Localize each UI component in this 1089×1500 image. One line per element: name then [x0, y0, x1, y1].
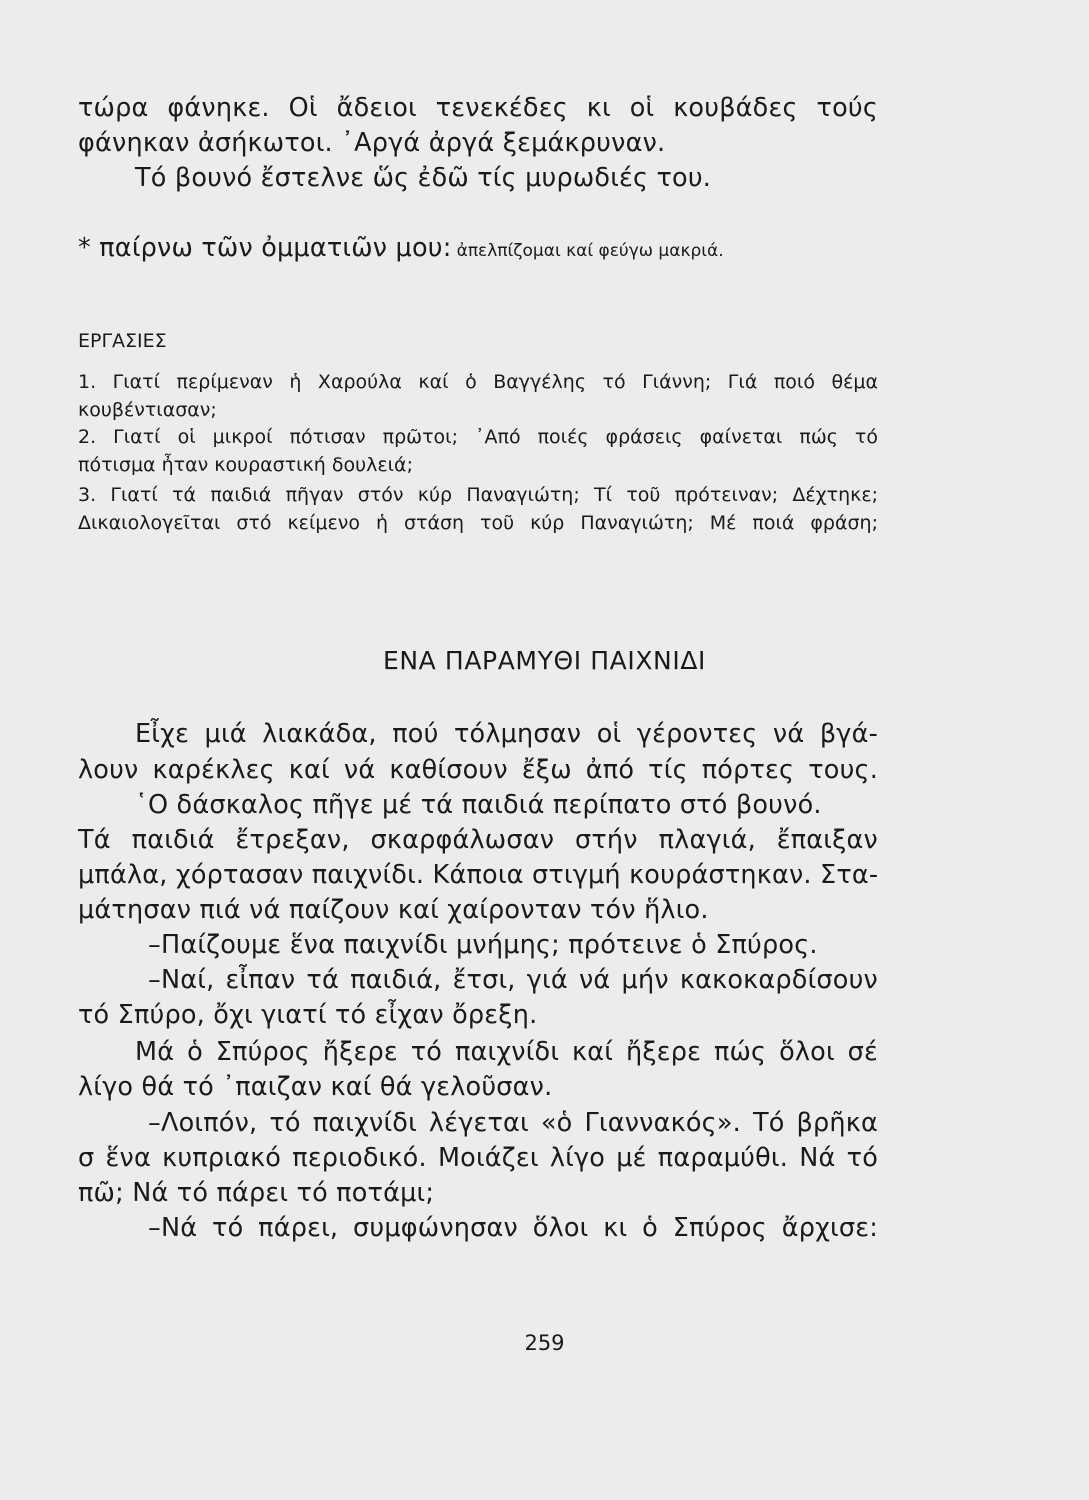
story-line: σ ἕνα κυπριακό περιοδικό. Μοιάζει λίγο μέ παραμύθι. Νά τό [78, 1143, 878, 1173]
exercise-line: 2. Γιατί οἱ μικροί πότισαν πρῶτοι; ᾿Από ποιές φράσεις φαίνεται πώς τό [78, 426, 878, 448]
page-number: 259 [524, 1331, 565, 1355]
exercise-line: κουβέντιασαν; [78, 399, 217, 421]
story-line: –Ναί, εἶπαν τά παιδιά, ἔτσι, γιά νά μήν κακοκαρδίσουν [148, 965, 878, 995]
exercises-title: ΕΡΓΑΣΙΕΣ [78, 330, 167, 352]
exercise-line: πότισμα ἦταν κουραστική δουλειά; [78, 454, 413, 476]
story-line: λουν καρέκλες καί νά καθίσουν ἔξω ἀπό τίς πόρτες τους. [78, 755, 878, 785]
story-line: πῶ; Νά τό πάρει τό ποτάμι; [78, 1178, 435, 1208]
story-line: μπάλα, χόρτασαν παιχνίδι. Κάποια στιγμή κουράστηκαν. Στα- [78, 860, 879, 890]
exercise-line: Δικαιολογεῖται στό κείμενο ἡ στάση τοῦ κύρ Παναγιώτη; Μέ ποιά φράση; [78, 512, 878, 534]
story-line: Μά ὁ Σπύρος ἤξερε τό παιχνίδι καί ἤξερε πώς ὅλοι σέ [135, 1037, 878, 1067]
story-line: Εἶχε μιά λιακάδα, πού τόλμησαν οἱ γέροντες νά βγά- [135, 719, 878, 749]
story-line: μάτησαν πιά νά παίζουν καί χαίρονταν τόν ἥλιο. [78, 895, 709, 925]
story-line: λίγο θά τό ᾿παιζαν καί θά γελοῦσαν. [78, 1072, 553, 1102]
glossary-term: * παίρνω τῶν ὀμματιῶν μου: [78, 233, 452, 263]
exercise-line: 3. Γιατί τά παιδιά πῆγαν στόν κύρ Παναγιώτη; Τί τοῦ πρότειναν; Δέχτηκε; [78, 484, 878, 506]
story-line: ῾Ο δάσκαλος πῆγε μέ τά παιδιά περίπατο στό βουνό. [135, 790, 822, 820]
story-line: –Παίζουμε ἕνα παιχνίδι μνήμης; πρότεινε ὁ Σπύρος. [148, 930, 818, 960]
story-title: ΕΝΑ ΠΑΡΑΜΥΘΙ ΠΑΙΧΝΙΔΙ [382, 646, 706, 675]
glossary-definition: ἀπελπίζομαι καί φεύγω μακριά. [456, 241, 724, 261]
body-line: τώρα φάνηκε. Οἱ ἄδειοι τενεκέδες κι οἱ κουβάδες τούς [78, 93, 878, 123]
body-line: φάνηκαν ἀσήκωτοι. ᾿Αργά ἀργά ξεμάκρυναν. [78, 128, 666, 158]
story-line: –Λοιπόν, τό παιχνίδι λέγεται «ὁ Γιαννακός». Τό βρῆκα [148, 1108, 878, 1138]
exercise-line: 1. Γιατί περίμεναν ἡ Χαρούλα καί ὁ Βαγγέλης τό Γιάννη; Γιά ποιό θέμα [78, 371, 878, 393]
glossary-note [78, 230, 878, 269]
story-line: τό Σπύρο, ὄχι γιατί τό εἶχαν ὄρεξη. [78, 1000, 538, 1030]
story-line: –Νά τό πάρει, συμφώνησαν ὅλοι κι ὁ Σπύρος ἄρχισε: [148, 1213, 878, 1243]
body-line: Τό βουνό ἔστελνε ὥς ἐδῶ τίς μυρωδιές του. [135, 163, 712, 193]
story-line: Τά παιδιά ἔτρεξαν, σκαρφάλωσαν στήν πλαγιά, ἔπαιξαν [78, 825, 878, 855]
